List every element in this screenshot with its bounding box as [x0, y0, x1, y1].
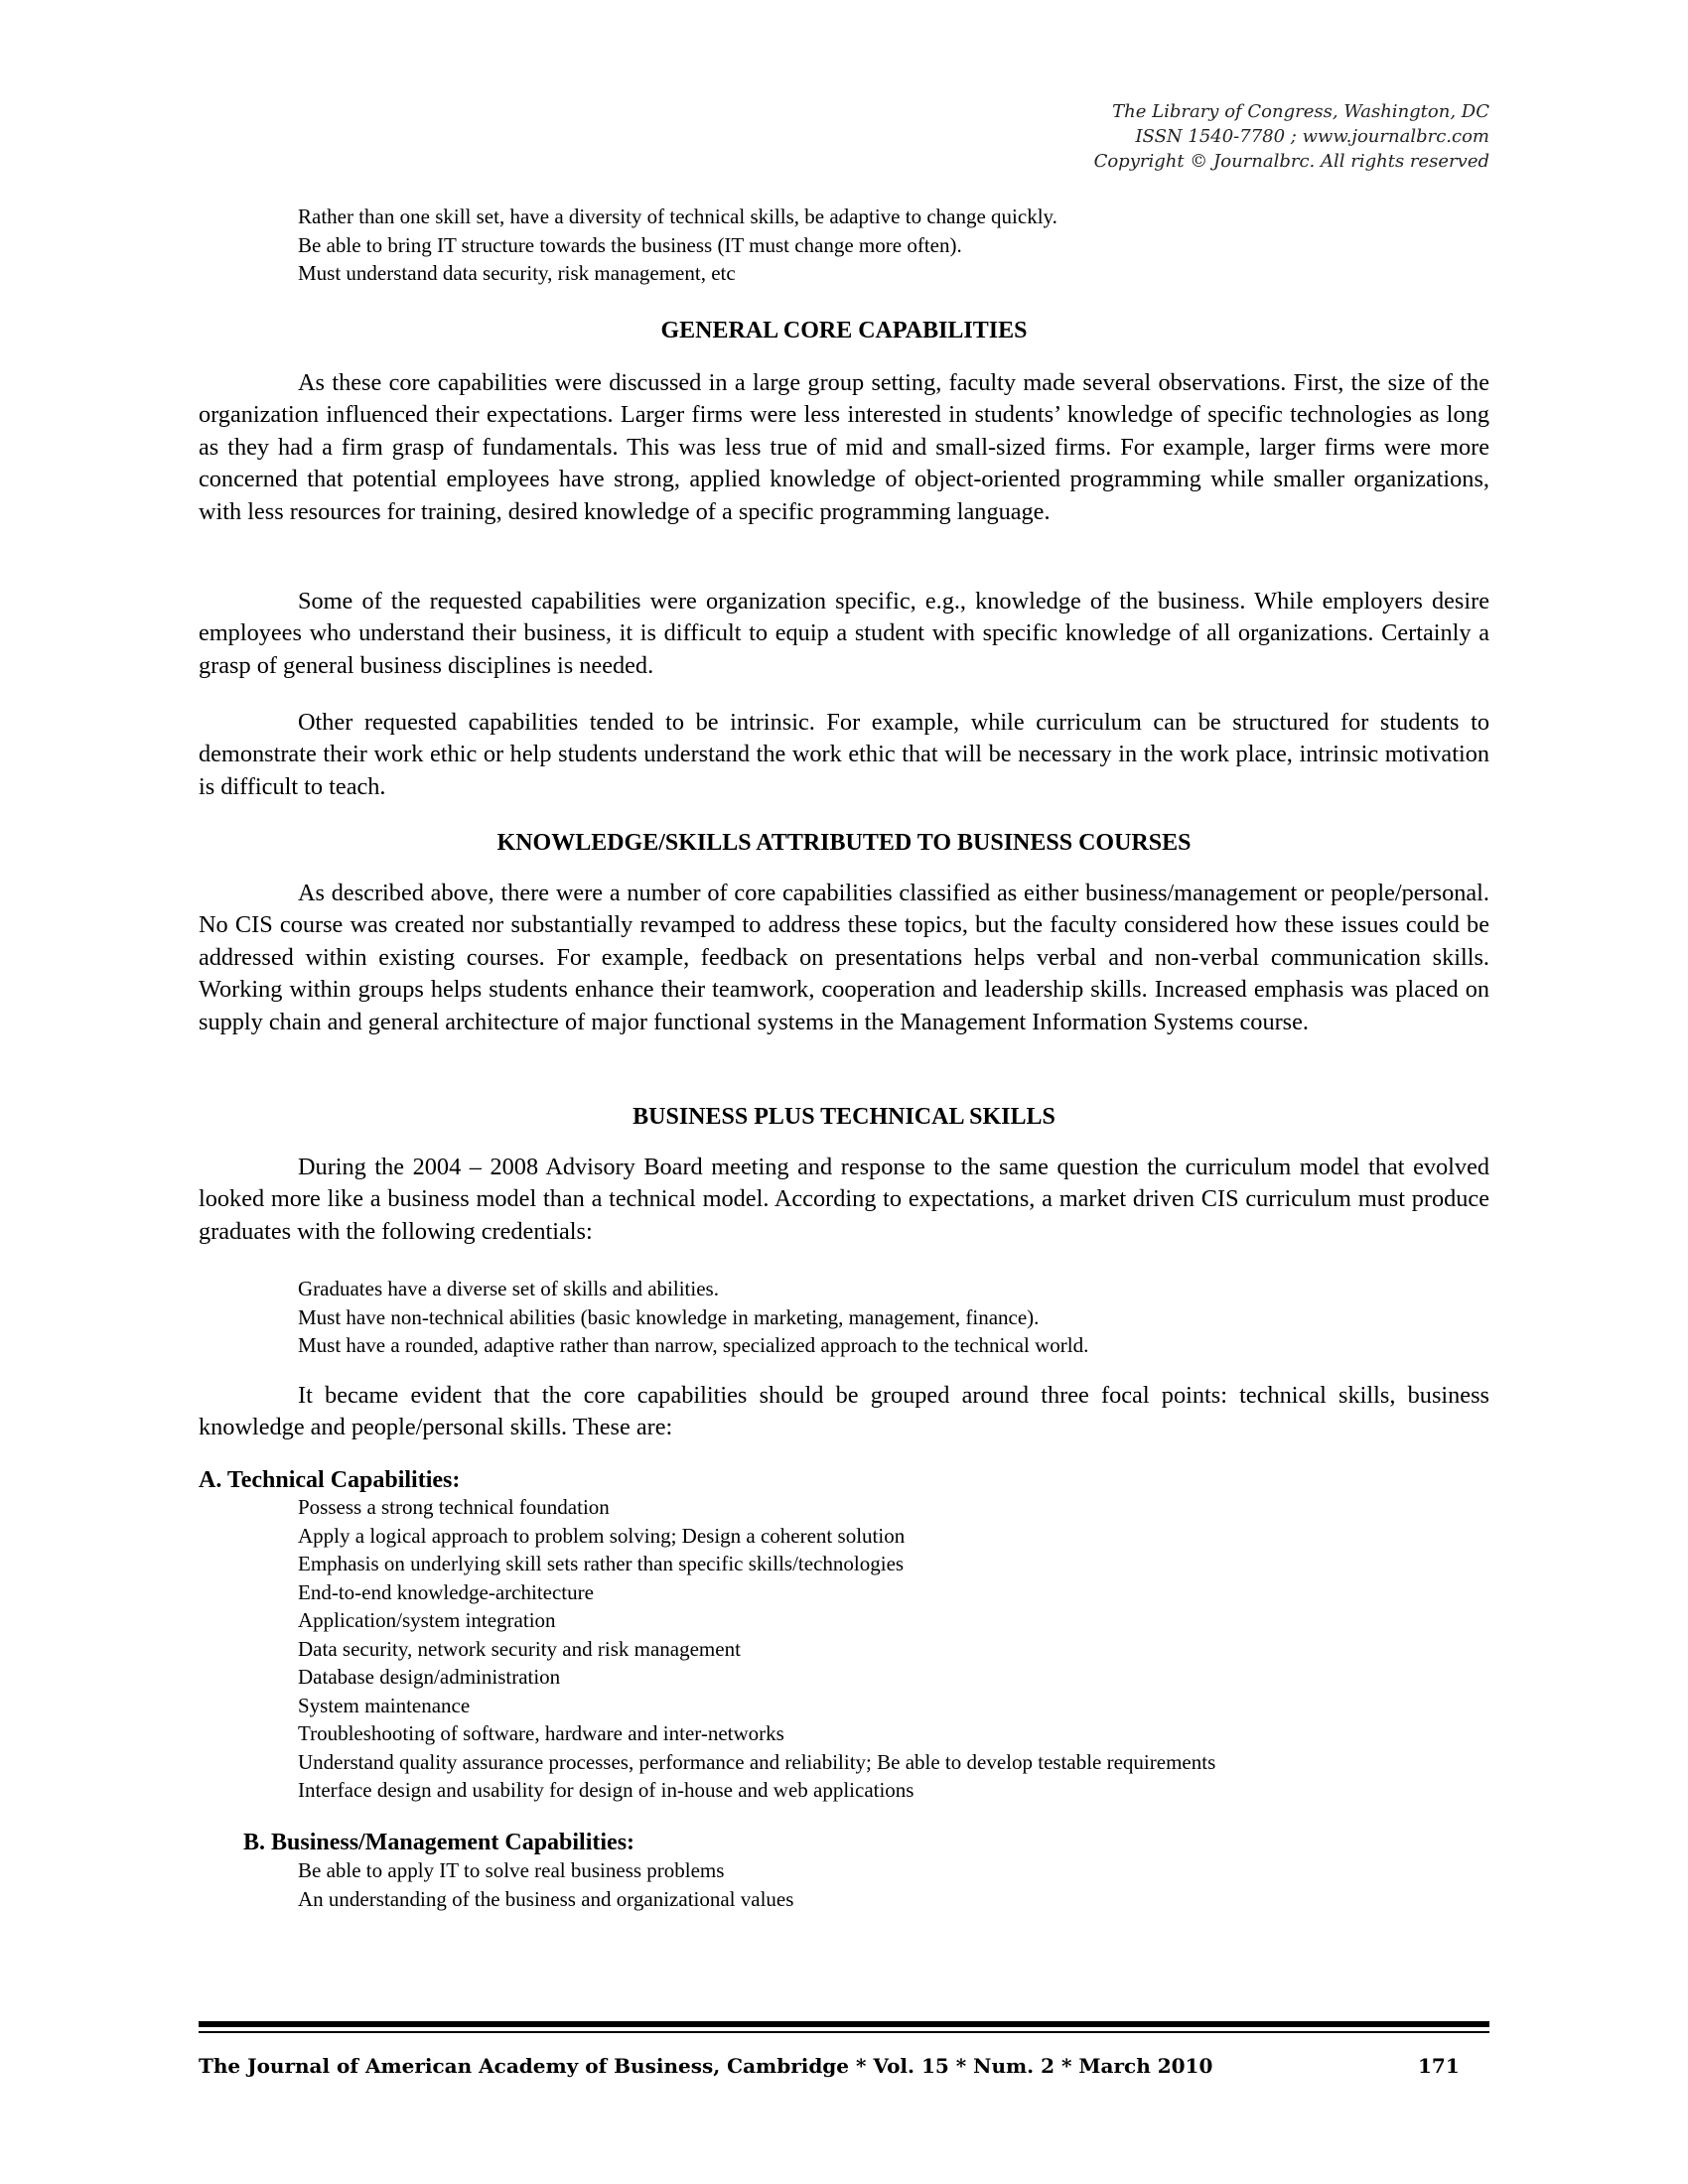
paragraph: It became evident that the core capabilities should be grouped around three focal points: technical skills, business knowledge and people/personal skills. These are: — [199, 1382, 1489, 1441]
paragraph: As these core capabilities were discussed in a large group setting, faculty made several observations. First, the size of the organization influenced their expectations. Larger firms were less interested in students’ knowledge of specific technologies as long as they had a firm grasp of fundamentals. This was less true of mid and small-sized firms. For example, larger firms were more concerned that potential employees have strong, applied knowledge of object-oriented programming while smaller organizations, with less resources for training, desired knowledge of a specific programming language. — [199, 369, 1489, 525]
list-item: Application/system integration — [298, 1608, 556, 1632]
list-item: Must have a rounded, adaptive rather than narrow, specialized approach to the technical world. — [298, 1333, 1089, 1357]
header-issn: ISSN 1540-7780 ; www.journalbrc.com — [1135, 126, 1489, 147]
list-item: Emphasis on underlying skill sets rather than specific skills/technologies — [298, 1552, 905, 1575]
paragraph: As described above, there were a number of core capabilities classified as either business/management or people/personal. No CIS course was created nor substantially revamped to address these topics, but the faculty considered how these issues could be addressed within existing courses. For example, feedback on presentations helps verbal and non-verbal communication skills. Working within groups helps students enhance their teamwork, cooperation and leadership skills. Increased emphasis was placed on supply chain and general architecture of major functional systems in the Management Information Systems course. — [199, 880, 1489, 1035]
intro-list — [298, 203, 1489, 288]
page-number: 171 — [1418, 2054, 1460, 2078]
business-management-capabilities-heading: B. Business/Management Capabilities: — [243, 1830, 635, 1855]
list-item: Data security, network security and risk management — [298, 1636, 741, 1661]
list-item: Must have non-technical abilities (basic knowledge in marketing, management, finance). — [298, 1304, 1040, 1329]
technical-capabilities-heading: A. Technical Capabilities: — [199, 1467, 461, 1493]
section-heading-knowledge-skills: KNOWLEDGE/SKILLS ATTRIBUTED TO BUSINESS COURSES — [496, 830, 1192, 856]
credentials-list — [298, 1275, 1489, 1360]
paragraph: During the 2004 – 2008 Advisory Board meeting and response to the same question the curriculum model that evolved looked more like a business model than a technical model. According to expectations, a market driven CIS curriculum must produce graduates with the following credentials: — [199, 1154, 1489, 1245]
technical-capabilities-list — [298, 1493, 1489, 1805]
business-management-capabilities-list — [298, 1856, 1489, 1913]
list-item: Rather than one skill set, have a diversity of technical skills, be adaptive to change quickly. — [298, 205, 1057, 228]
page-header — [794, 99, 1489, 174]
section-heading-general-core: GENERAL CORE CAPABILITIES — [660, 318, 1028, 343]
footer-journal-citation: The Journal of American Academy of Business, Cambridge * Vol. 15 * Num. 2 * March 2010 — [199, 2054, 1213, 2078]
list-item: Understand quality assurance processes, performance and reliability; Be able to develop testable requirements — [298, 1749, 1216, 1774]
footer-rule — [199, 2021, 1489, 2027]
list-item: System maintenance — [298, 1693, 471, 1717]
list-item: Apply a logical approach to problem solving; Design a coherent solution — [298, 1523, 906, 1548]
list-item: Be able to apply IT to solve real business problems — [298, 1858, 725, 1882]
header-copyright: Copyright © Journalbrc. All rights reserved — [1093, 151, 1489, 172]
list-item: Graduates have a diverse set of skills and abilities. — [298, 1277, 719, 1300]
list-item: Troubleshooting of software, hardware and inter-networks — [298, 1721, 784, 1745]
paragraph: Some of the requested capabilities were organization specific, e.g., knowledge of the business. While employers desire employees who understand their business, it is difficult to equip a student with specific knowledge of all organizations. Certainly a grasp of general business disciplines is needed. — [199, 588, 1489, 679]
header-library: The Library of Congress, Washington, DC — [1112, 101, 1489, 122]
paragraph: Other requested capabilities tended to be intrinsic. For example, while curriculum can be structured for students to demonstrate their work ethic or help students understand the work ethic that will be necessary in the work place, intrinsic motivation is difficult to teach. — [199, 709, 1489, 800]
list-item: Must understand data security, risk management, etc — [298, 261, 736, 285]
section-heading-business-plus-technical: BUSINESS PLUS TECHNICAL SKILLS — [633, 1104, 1055, 1130]
list-item: Be able to bring IT structure towards the business (IT must change more often). — [298, 232, 962, 257]
list-item: Database design/administration — [298, 1665, 561, 1689]
footer-rule — [199, 2031, 1489, 2033]
list-item: End-to-end knowledge-architecture — [298, 1579, 594, 1604]
list-item: Possess a strong technical foundation — [298, 1495, 610, 1519]
list-item: An understanding of the business and organizational values — [298, 1886, 794, 1911]
list-item: Interface design and usability for design of in-house and web applications — [298, 1778, 914, 1802]
